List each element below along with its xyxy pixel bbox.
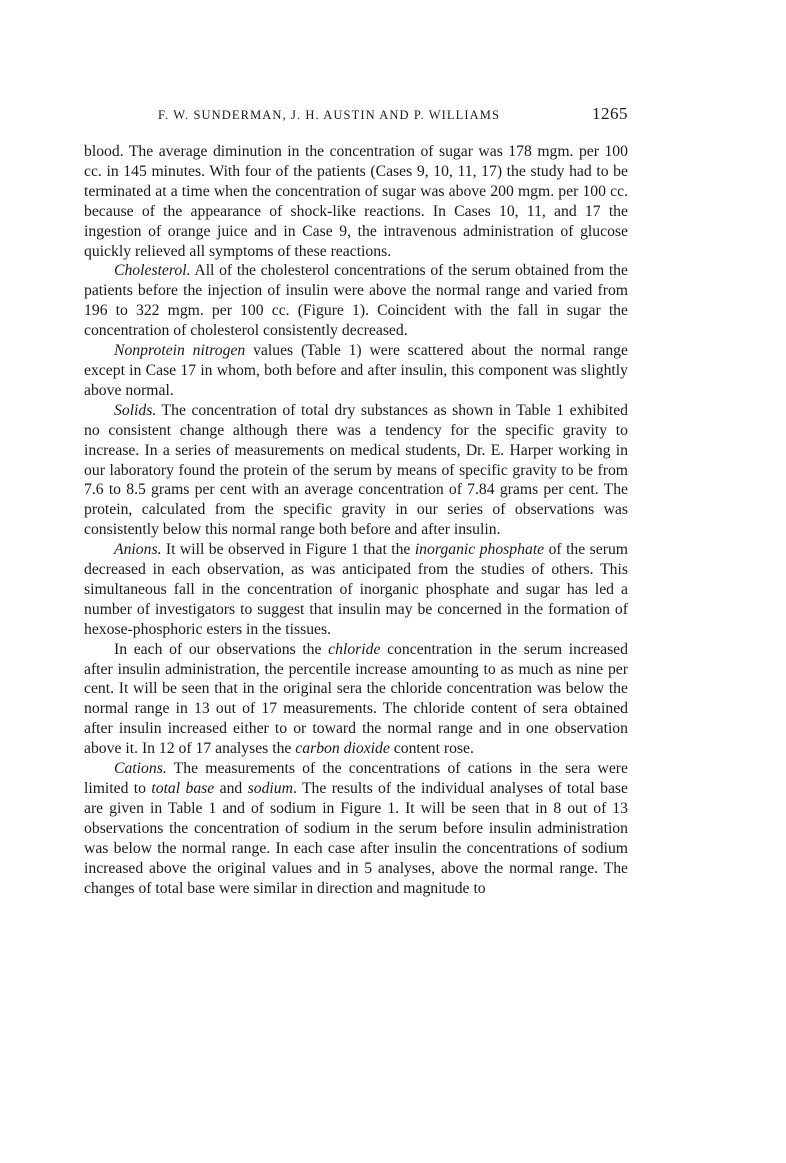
body-text (84, 142, 628, 898)
paragraph-text: content rose. (389, 740, 474, 758)
paragraph-chloride (84, 640, 628, 759)
section-lead-cations: Cations. (114, 760, 167, 778)
paragraph-text: It will be observed in Figure 1 that the (161, 541, 415, 559)
emphasis-chloride: chloride (328, 640, 381, 658)
paragraph-cholesterol (84, 261, 628, 341)
paragraph-text: concentration in the serum increased after insulin administration, the percentile increase amounting to as much as nine per cent. It will be seen that in the original sera the chloride concentration was below the normal range in 13 out of 17 measurements. The chloride content of sera obtained after insulin increased either to or toward the normal range and in one observation above it. In 12 of 17 analyses the (84, 640, 628, 758)
paragraph-text: All of the cholesterol concentrations of the serum obtained from the patients before the injection of insulin were above the normal range and varied from 196 to 322 mgm. per 100 cc. (Figure 1). Coincident with the fall in sugar the concentration of cholesterol consistently decreased. (84, 262, 628, 340)
paragraph-solids (84, 401, 628, 540)
paragraph-text: . The results of the individual analyses of total base are given in Table 1 and of sodium in Figure 1. It will be seen that in 8 out of 13 observations the concentration of sodium in the serum before insulin administration was below the normal range. In each case after insulin the concentrations of sodium increased above the original values and in 5 analyses, above the normal range. The changes of total base were similar in direction and magnitude to (84, 780, 628, 897)
paragraph-text: In each of our observations the (114, 640, 329, 658)
emphasis-sodium: sodium (247, 780, 293, 797)
paragraph-nonprotein-nitrogen (84, 341, 628, 401)
journal-page (84, 102, 628, 898)
section-lead-anions: Anions. (114, 541, 162, 559)
running-head-authors: F. W. SUNDERMAN, J. H. AUSTIN AND P. WILLIAMS (158, 108, 501, 122)
emphasis-total-base: total base (151, 780, 215, 797)
emphasis-carbon-dioxide: carbon dioxide (295, 740, 390, 758)
page-number: 1265 (592, 104, 628, 123)
paragraph-text: values (Table 1) were scattered about the normal range except in Case 17 in whom, both before and after insulin, this component was slightly above normal. (84, 342, 628, 399)
paragraph-blood-sugar (84, 142, 628, 261)
paragraph-text: The concentration of total dry substances as shown in Table 1 exhibited no consistent change although there was a tendency for the specific gravity to increase. In a series of measurements on medical students, Dr. E. Harper working in our laboratory found the protein of the serum by means of specific gravity to be from 7.6 to 8.5 grams per cent with an average concentration of 7.84 grams per cent. The protein, calculated from the specific gravity in our series of observations was consistently below this normal range both before and after insulin. (84, 401, 628, 539)
section-lead-nonprotein-nitrogen: Nonprotein nitrogen (114, 342, 246, 360)
running-head (84, 102, 628, 128)
paragraph-text: blood. The average diminution in the concentration of sugar was 178 mgm. per 100 cc. in 145 minutes. With four of the patients (Cases 9, 10, 11, 17) the study had to be terminated at a time when the concentration of sugar was above 200 mgm. per 100 cc. because of the appearance of shock-like reactions. In Cases 10, 11, and 17 the ingestion of orange juice and in Case 9, the intravenous administration of glucose quickly relieved all symptoms of these reactions. (84, 143, 628, 260)
emphasis-inorganic-phosphate: inorganic phosphate (414, 541, 545, 559)
paragraph-text: of the serum decreased in each observation, as was anticipated from the studies of others. This simultaneous fall in the concentration of inorganic phosphate and sugar has led a number of investigators to suggest that insulin may be concerned in the formation of hexose-phosphoric esters in the tissues. (84, 541, 628, 638)
paragraph-anions (84, 540, 628, 640)
section-lead-solids: Solids. (114, 401, 157, 419)
paragraph-text: The measurements of the concentrations of cations in the sera were limited to (84, 760, 628, 797)
paragraph-cations (84, 759, 628, 898)
paragraph-text: and (214, 780, 248, 797)
section-lead-cholesterol: Cholesterol. (114, 262, 191, 280)
